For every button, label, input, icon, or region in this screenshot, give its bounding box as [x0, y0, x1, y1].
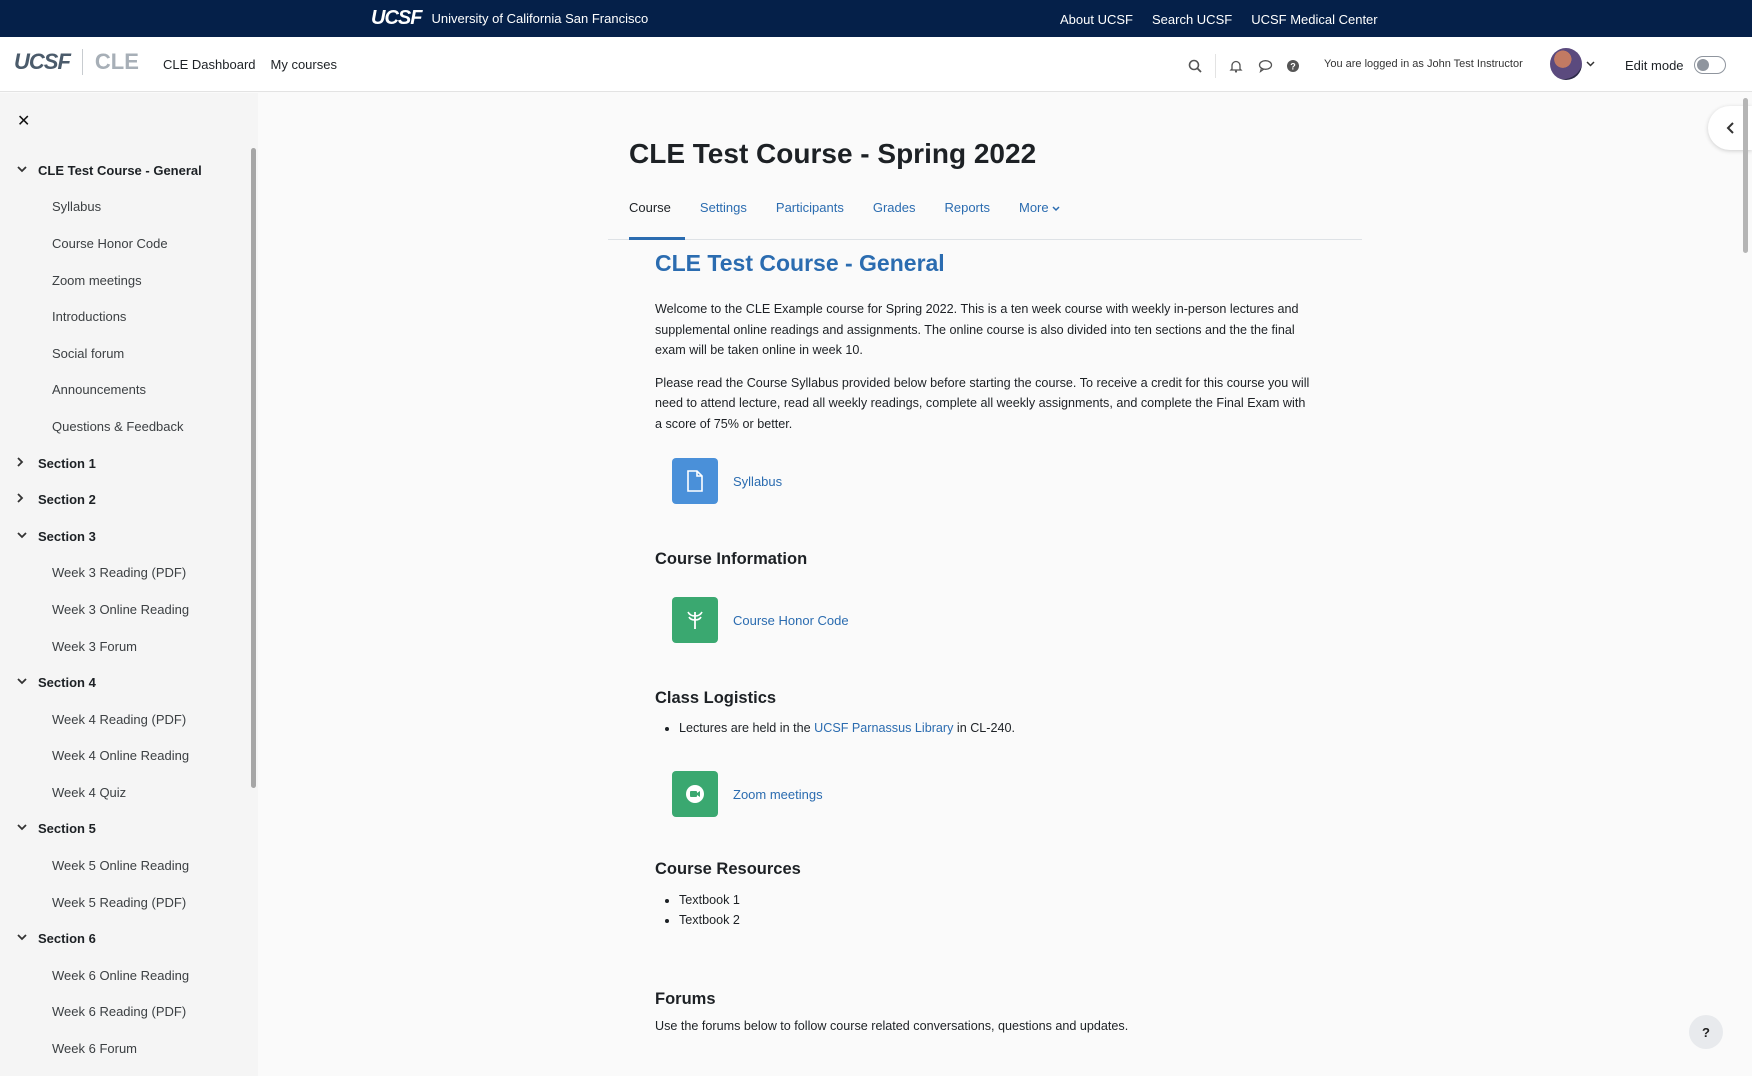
course-index-label: Week 6 Online Reading	[52, 967, 190, 983]
course-index-section[interactable]	[0, 920, 250, 957]
course-resources-heading: Course Resources	[655, 860, 801, 878]
list-item	[679, 718, 1315, 738]
forums-description: Use the forums below to follow course related conversations, questions and updates.	[655, 1019, 1129, 1033]
course-index-label: Section 4	[38, 675, 96, 691]
course-index-label: Section 2	[38, 492, 96, 508]
course-index-item[interactable]	[0, 738, 250, 775]
close-drawer-icon[interactable]: ✕	[17, 113, 31, 130]
course-index-item[interactable]	[0, 847, 250, 884]
course-index-label: Section 6	[38, 931, 96, 947]
logo-ucsf-text: UCSF	[14, 49, 70, 74]
course-index-drawer	[0, 93, 258, 1076]
signpost-icon	[672, 597, 718, 643]
tab-more[interactable]	[1005, 196, 1074, 240]
bell-icon[interactable]	[1226, 56, 1246, 76]
course-index-item[interactable]	[0, 298, 250, 335]
course-content	[655, 250, 1315, 1049]
course-index-label: Week 5 Reading (PDF)	[52, 894, 187, 910]
course-index-section[interactable]	[0, 445, 250, 482]
messages-icon[interactable]	[1255, 56, 1275, 76]
chevron-down-icon[interactable]	[17, 165, 31, 176]
zoom-meetings-link[interactable]: Zoom meetings	[733, 786, 823, 802]
tab-more-label: More	[1019, 200, 1049, 215]
course-index-item[interactable]	[0, 408, 250, 445]
parnassus-library-link[interactable]: UCSF Parnassus Library	[814, 721, 954, 735]
svg-text:?: ?	[1290, 61, 1296, 72]
course-index-item[interactable]	[0, 1030, 250, 1067]
search-icon[interactable]	[1185, 56, 1205, 76]
about-ucsf-link[interactable]: About UCSF	[1060, 12, 1133, 27]
ucsf-brand[interactable]	[371, 8, 648, 28]
nav-cle-dashboard[interactable]: CLE Dashboard	[163, 57, 256, 72]
avatar[interactable]	[1550, 48, 1582, 80]
course-index-label: Introductions	[52, 309, 127, 325]
main-navbar	[0, 37, 1752, 92]
course-index-item[interactable]	[0, 628, 250, 665]
course-index-label: Week 6 Reading (PDF)	[52, 1004, 187, 1020]
course-index-label: Week 5 Online Reading	[52, 858, 190, 874]
logistics-list	[655, 718, 1315, 738]
course-index-item[interactable]	[0, 225, 250, 262]
resources-list	[655, 890, 1315, 930]
zoom-activity[interactable]	[672, 771, 1315, 817]
section-title[interactable]: CLE Test Course - General	[655, 250, 945, 276]
chevron-down-icon	[1052, 206, 1060, 212]
course-index-item[interactable]	[0, 884, 250, 921]
logo-divider	[82, 49, 83, 75]
course-index-section[interactable]	[0, 152, 250, 189]
tab-settings[interactable]: Settings	[699, 200, 747, 215]
course-index-label: Week 3 Reading (PDF)	[52, 565, 187, 581]
class-logistics-heading: Class Logistics	[655, 689, 777, 707]
ucsf-top-bar	[0, 0, 1752, 37]
page-scrollbar[interactable]	[1743, 98, 1748, 253]
tab-reports[interactable]: Reports	[944, 200, 990, 215]
search-ucsf-link[interactable]: Search UCSF	[1151, 12, 1233, 27]
logo-cle-text: CLE	[94, 49, 139, 74]
chevron-down-icon	[1586, 61, 1595, 67]
medical-center-link[interactable]: UCSF Medical Center	[1251, 12, 1378, 27]
edit-mode	[1625, 56, 1726, 74]
nav-my-courses[interactable]: My courses	[270, 57, 337, 72]
ucsf-logo: UCSF	[371, 7, 422, 29]
course-index-item[interactable]	[0, 774, 250, 811]
course-index-label: Section 1	[38, 455, 96, 471]
edit-mode-label: Edit mode	[1625, 57, 1684, 73]
tab-course[interactable]: Course	[629, 196, 685, 240]
logged-in-text: You are logged in as John Test Instructor	[1324, 58, 1523, 70]
course-index-section[interactable]	[0, 664, 250, 701]
course-index-label: Week 4 Reading (PDF)	[52, 711, 187, 727]
course-index-item[interactable]	[0, 262, 250, 299]
navbar-icons	[1185, 54, 1303, 78]
honor-code-activity[interactable]	[672, 597, 1315, 643]
intro-paragraph-2: Please read the Course Syllabus provided below before starting the course. To receive a credit for this course you will need to attend lecture, read all weekly readings, complete all weekly assignments, and complete the Final Exam with a score of 75% or better.	[655, 375, 1310, 431]
course-tabs	[608, 196, 1362, 240]
course-index-section[interactable]	[0, 518, 250, 555]
course-information-heading: Course Information	[655, 550, 808, 568]
course-index-label: Questions & Feedback	[52, 418, 184, 434]
course-index-label: Syllabus	[52, 199, 102, 215]
chevron-down-icon[interactable]	[17, 531, 31, 542]
course-index-item[interactable]	[0, 372, 250, 409]
logistics-suffix: in CL-240.	[956, 721, 1016, 735]
video-camera-icon	[672, 771, 718, 817]
navbar-divider	[1215, 54, 1216, 78]
honor-code-link[interactable]: Course Honor Code	[733, 612, 849, 628]
intro-paragraph-1: Welcome to the CLE Example course for Spring 2022. This is a ten week course with weekly in-person lectures and supplemental online readings and assignments. The online course is also divided into ten sections and the the final exam will be taken online in week 10.	[655, 302, 1299, 357]
tab-participants[interactable]: Participants	[775, 200, 844, 215]
forums-heading: Forums	[655, 990, 716, 1008]
course-index-item[interactable]	[0, 957, 250, 994]
course-index-item[interactable]	[0, 701, 250, 738]
primary-navigation	[163, 57, 337, 72]
course-index-label: Week 6 Forum	[52, 1041, 138, 1057]
course-index-item[interactable]	[0, 335, 250, 372]
tab-grades[interactable]: Grades	[872, 200, 916, 215]
course-index-section[interactable]	[0, 481, 250, 518]
list-item: • Textbook 2	[679, 910, 1315, 930]
course-index-label: Section 5	[38, 821, 96, 837]
syllabus-activity[interactable]	[672, 458, 1315, 504]
help-button[interactable]: ?	[1689, 1015, 1723, 1049]
course-index-label: Week 4 Quiz	[52, 784, 127, 800]
course-index-item[interactable]	[0, 555, 250, 592]
chevron-down-icon[interactable]	[17, 823, 31, 834]
syllabus-link[interactable]: Syllabus	[733, 473, 783, 489]
logistics-prefix: Lectures are held in the	[679, 721, 811, 735]
user-menu[interactable]	[1550, 48, 1595, 80]
course-index-item[interactable]	[0, 189, 250, 226]
chevron-right-icon[interactable]	[17, 457, 31, 470]
course-index-label: Week 3 Online Reading	[52, 601, 190, 617]
course-index-label: Section 3	[38, 528, 96, 544]
chevron-right-icon[interactable]	[17, 493, 31, 506]
chevron-down-icon[interactable]	[17, 933, 31, 944]
page-title: CLE Test Course - Spring 2022	[629, 138, 1037, 169]
chevron-down-icon[interactable]	[17, 677, 31, 688]
course-index-item[interactable]	[0, 994, 250, 1031]
course-index-label: Week 4 Online Reading	[52, 748, 190, 764]
list-item: • Textbook 1	[679, 890, 1315, 910]
course-index-label: Announcements	[52, 382, 146, 398]
course-index-label: Course Honor Code	[52, 235, 168, 251]
top-links	[1060, 12, 1378, 27]
drawer-scrollbar[interactable]	[251, 148, 256, 788]
cle-logo[interactable]	[14, 49, 139, 75]
chevron-left-icon	[1726, 122, 1735, 134]
help-circle-icon[interactable]	[1283, 56, 1303, 76]
file-icon	[672, 458, 718, 504]
university-name: University of California San Francisco	[431, 10, 649, 26]
course-index-item[interactable]	[0, 591, 250, 628]
course-index-label: Zoom meetings	[52, 272, 142, 288]
course-index-label: Social forum	[52, 345, 125, 361]
edit-mode-toggle[interactable]	[1694, 56, 1726, 74]
course-index-label: Week 3 Forum	[52, 638, 138, 654]
course-index-section[interactable]	[0, 811, 250, 848]
course-index-label: CLE Test Course - General	[38, 162, 202, 178]
course-index-list	[0, 152, 250, 1067]
